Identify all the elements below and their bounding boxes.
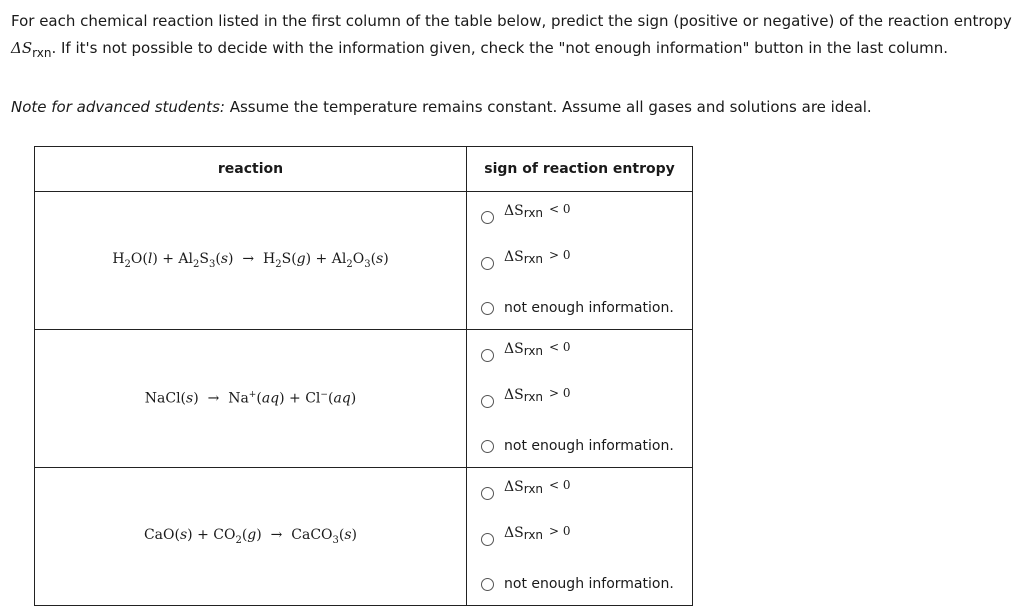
radio-button[interactable] [481,302,494,315]
radio-button[interactable] [481,395,494,408]
option-positive-3[interactable]: ΔSrxn > 0 [481,531,571,547]
option-positive-2[interactable]: ΔSrxn > 0 [481,393,571,409]
radio-button[interactable] [481,211,494,224]
table-row [35,330,693,468]
option-negative-2[interactable]: ΔSrxn < 0 [481,347,571,363]
option-not-enough-1[interactable]: not enough information. [481,300,674,316]
note-text: Assume the temperature remains constant. Assume all gases and solutions are ideal. [224,98,872,116]
option-positive-1[interactable]: ΔSrxn > 0 [481,255,571,271]
radio-button[interactable] [481,487,494,500]
option-negative-1[interactable]: ΔSrxn < 0 [481,209,571,225]
radio-button[interactable] [481,349,494,362]
reaction-equation-2: NaCl(s) → Na+(aq) + Cl−(aq) [35,330,467,468]
reaction-column-header: reaction [35,147,467,192]
sign-options-3 [467,468,693,606]
radio-button[interactable] [481,578,494,591]
question-prompt [11,8,1019,63]
reaction-equation-1: $H_2O(l) + Al_2S_3(s) \to H_2S(g) + Al_2O_3(s)$ [35,192,467,330]
sign-column-header: sign of reaction entropy [467,147,693,192]
option-not-enough-3[interactable]: not enough information. [481,576,674,592]
entropy-symbol: $\Delta S_{rxn}$ [11,39,52,60]
radio-button[interactable] [481,440,494,453]
reaction-equation-3: $CaO(s) + CO_2(g)$ → CaCO$_3$(s) [35,468,467,606]
option-negative-3[interactable]: ΔSrxn < 0 [481,485,571,501]
sign-options-2 [467,330,693,468]
table-row [35,192,693,330]
sign-options-1 [467,192,693,330]
advanced-note [11,96,872,118]
note-label: Note for advanced students: [11,98,225,116]
prompt-text-1: For each chemical reaction listed in the first column of the table below, predict the sign (positive or negative) of the reaction entropy [11,12,1012,30]
reaction-table [34,146,693,606]
radio-button[interactable] [481,533,494,546]
table-row [35,468,693,606]
option-not-enough-2[interactable]: not enough information. [481,438,674,454]
radio-button[interactable] [481,257,494,270]
prompt-text-2: . If it's not possible to decide with the information given, check the "not enough information" button in the last column. [51,39,949,57]
